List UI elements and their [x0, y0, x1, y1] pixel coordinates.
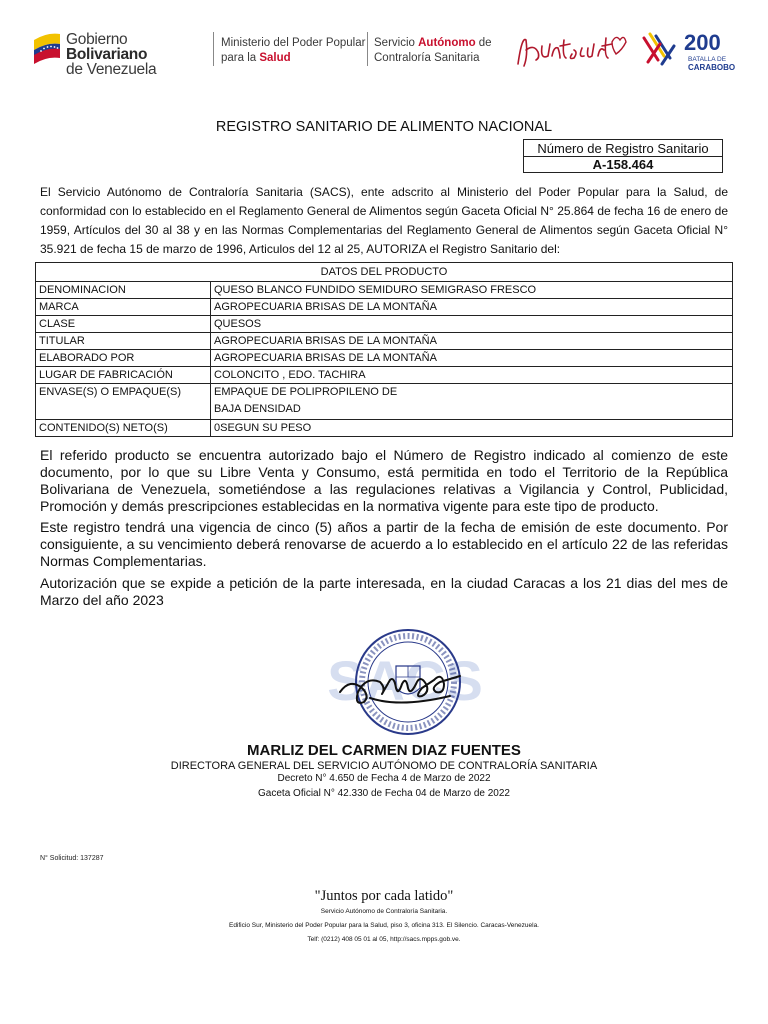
venezuela-flag-icon [32, 30, 62, 64]
header-divider [213, 32, 214, 66]
issuance-paragraph: Autorización que se expide a petición de la parte interesada, en la ciudad Caracas a los 21 dias del mes de Marzo del año 2023 [40, 575, 728, 608]
solicitud-number: N° Solicitud: 137287 [40, 855, 104, 862]
table-row [36, 299, 733, 316]
letterhead [0, 0, 768, 92]
sacs-line1-post: de [475, 37, 492, 49]
min-line2-pre: para la [221, 52, 260, 64]
table-header-row [36, 263, 733, 282]
table-row [36, 316, 733, 333]
signatory-name: MARLIZ DEL CARMEN DIAZ FUENTES [247, 742, 521, 759]
header-divider [367, 32, 368, 66]
signatory-gaceta: Gaceta Oficial N° 42.330 de Fecha 04 de Marzo de 2022 [258, 788, 510, 799]
registro-number: A-158.464 [592, 157, 654, 172]
document-title: REGISTRO SANITARIO DE ALIMENTO NACIONAL [215, 119, 553, 135]
row-label: LUGAR DE FABRICACIÓN [36, 367, 211, 384]
table-row [36, 420, 733, 437]
intro-paragraph: El Servicio Autónomo de Contraloría Sanitaria (SACS), ente adscrito al Ministerio del Poder Popular para la Salud, de conformidad con lo establecido en el Reglamento General de Alimentos según Gaceta Oficial N° 25.864 de fecha 16 de enero de 1959, Artículos del 30 al 38 y en las Normas Complementarias del Reglamento General de Alimentos según Gaceta Oficial N° 35.921 de fecha 15 de marzo de 1996, Articulos del 12 al 25, AUTORIZA el Registro Sanitario del: [40, 185, 728, 256]
row-label: ELABORADO POR [36, 350, 211, 367]
row-value: AGROPECUARIA BRISAS DE LA MONTAÑA [211, 333, 733, 350]
row-value: QUESOS [211, 316, 733, 333]
row-value [211, 384, 733, 420]
validity-paragraph: Este registro tendrá una vigencia de cinco (5) años a partir de la fecha de emisión de este documento. Por consiguiente, a su vencimiento deberá renovarse de acuerdo a lo establecido en el artículo 22 de las referidas Normas Complementarias. [40, 519, 728, 569]
official-stamp-signature [310, 622, 500, 742]
row-value: AGROPECUARIA BRISAS DE LA MONTAÑA [211, 350, 733, 367]
row-value: QUESO BLANCO FUNDIDO SEMIDURO SEMIGRASO FRESCO [211, 282, 733, 299]
registro-label: Número de Registro Sanitario [524, 141, 722, 157]
footer-line: Telf: (0212) 408 05 01 al 05, http://sacs.mpps.gob.ve. [307, 936, 461, 943]
row-value: AGROPECUARIA BRISAS DE LA MONTAÑA [211, 299, 733, 316]
table-row [36, 282, 733, 299]
juntos-por-cada-latido-logo [512, 26, 627, 74]
row-label: ENVASE(S) O EMPAQUE(S) [36, 384, 211, 420]
bicentenario-carabobo-logo [638, 24, 742, 76]
row-label: MARCA [36, 299, 211, 316]
signatory-role: DIRECTORA GENERAL DEL SERVICIO AUTÓNOMO DE CONTRALORÍA SANITARIA [170, 760, 598, 772]
footer-quote: "Juntos por cada latido" [314, 888, 454, 904]
registro-box [523, 139, 723, 173]
table-row [36, 367, 733, 384]
ministerio-text [221, 36, 365, 66]
table-row [36, 384, 733, 420]
gobierno-text [66, 32, 207, 77]
table-row [36, 333, 733, 350]
footer-line: Servicio Autónomo de Contraloría Sanitaria. [320, 908, 448, 915]
row-label: CONTENIDO(S) NETO(S) [36, 420, 211, 437]
min-line1: Ministerio del Poder Popular [221, 37, 366, 49]
row-label: DENOMINACION [36, 282, 211, 299]
sacs-line2: Contraloría Sanitaria [374, 52, 480, 64]
sacs-text [374, 36, 492, 66]
bicent-number: 200 [684, 30, 721, 55]
min-line2-bold: Salud [259, 52, 291, 64]
table-row [36, 350, 733, 367]
row-value: 0SEGUN SU PESO [211, 420, 733, 437]
authorization-paragraph: El referido producto se encuentra autorizado bajo el Número de Registro indicado al comienzo de este documento, por lo que su Libre Venta y Consumo, está permitida en todo el Territorio de la República Bolivariana de Venezuela, sometiéndose a las regulaciones relativas a Vigilancia y Control, Publicidad, Promoción y demás prescripciones establecidas en la normativa vigente para este tipo de producto. [40, 447, 728, 514]
sacs-line1-pre: Servicio [374, 37, 419, 49]
table-header: DATOS DEL PRODUCTO [36, 263, 733, 282]
footer-line: Edificio Sur, Ministerio del Poder Popular para la Salud, piso 3, oficina 313. El Silencio. Caracas-Venezuela. [228, 922, 539, 929]
signatory-decreto: Decreto N° 4.650 de Fecha 4 de Marzo de 2022 [277, 773, 491, 784]
sacs-watermark: SACS [327, 649, 483, 712]
row-label: CLASE [36, 316, 211, 333]
bicent-line2: CARABOBO [688, 63, 736, 72]
sacs-line1-bold: Autónomo [418, 37, 476, 49]
row-value-line1: EMPAQUE DE POLIPROPILENO DE [214, 386, 398, 398]
product-table [35, 262, 733, 437]
row-value-line2: BAJA DENSIDAD [214, 403, 301, 415]
row-label: TITULAR [36, 333, 211, 350]
gobierno-bolivariano-logo [32, 28, 207, 78]
gob-line1-pre: Gobierno [66, 31, 128, 48]
gob-line1-bold: Bolivariano [66, 46, 148, 63]
bicent-line1: BATALLA DE [688, 56, 727, 63]
gob-line2: de Venezuela [66, 61, 157, 78]
row-value: COLONCITO , EDO. TACHIRA [211, 367, 733, 384]
